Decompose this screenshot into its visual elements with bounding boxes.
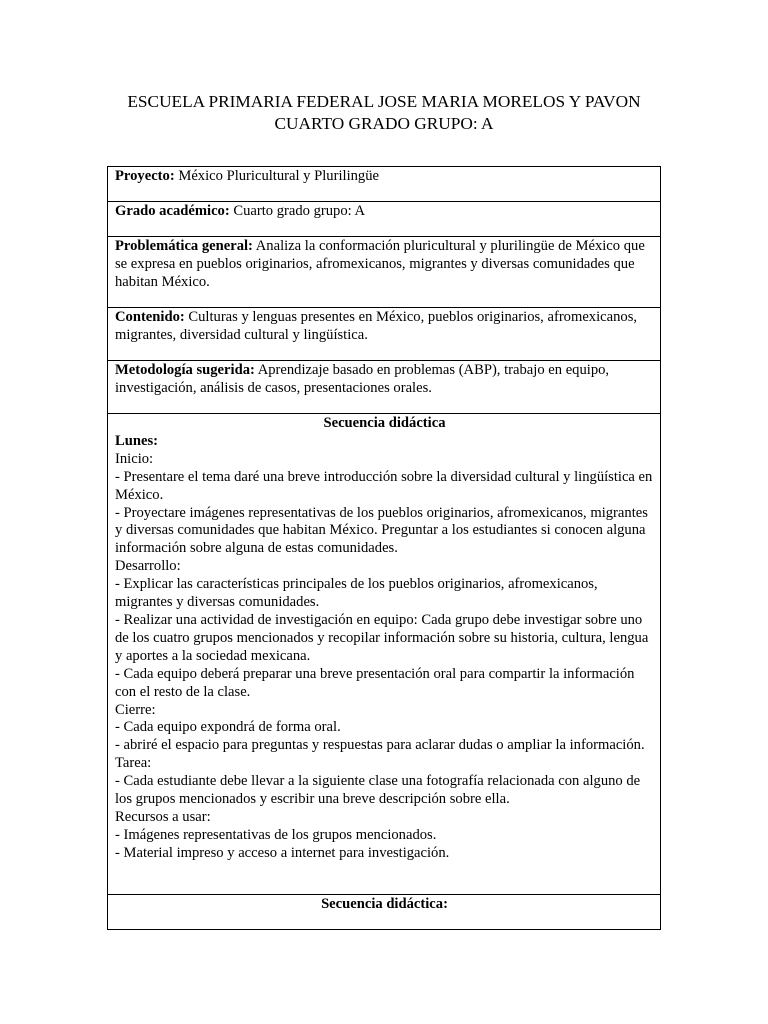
value-metodologia: Aprendizaje basado en problemas (ABP), trabajo en equipo, investigación, análisis de casos, presentaciones orales.: [115, 362, 610, 396]
grade-group: CUARTO GRADO GRUPO: A: [274, 114, 494, 133]
cierre-label: Cierre:: [115, 701, 156, 718]
row-secuencia-2: [108, 895, 661, 930]
row-grado: [108, 202, 661, 237]
value-problematica: Analiza la conformación pluricultural y plurilingüe de México que se expresa en pueblos originarios, afromexicanos, migrantes y diversas comunidades que habitan México.: [115, 238, 645, 290]
value-contenido: Culturas y lenguas presentes en México, pueblos originarios, afromexicanos, migrantes, diversidad cultural y lingüística.: [115, 309, 638, 343]
label-grado: Grado académico:: [115, 203, 230, 219]
label-proyecto: Proyecto:: [115, 168, 175, 184]
desarrollo-item-1: - Explicar las características principales de los pueblos originarios, afromexicanos, migrantes y diversas comunidades.: [115, 576, 598, 611]
value-grado: Cuarto grado grupo: A: [229, 203, 366, 219]
cell-contenido: [108, 308, 661, 361]
label-metodologia: Metodología sugerida:: [115, 362, 255, 378]
row-problematica: [108, 237, 661, 308]
recursos-item-1: - Imágenes representativas de los grupos mencionados.: [115, 826, 437, 843]
cell-grado: [108, 202, 661, 237]
cell-secuencia: [108, 414, 661, 895]
tarea-label: Tarea:: [115, 755, 152, 772]
value-proyecto: México Pluricultural y Plurilingüe: [174, 168, 379, 184]
desarrollo-item-2: - Realizar una actividad de investigación en equipo: Cada grupo debe investigar sobre uno de los cuatro grupos mencionados y recopilar información sobre su historia, cultura, lengua y aportes a la sociedad mexicana.: [115, 611, 649, 664]
inicio-label: Inicio:: [115, 450, 154, 467]
secuencia-title: Secuencia didáctica: [323, 415, 446, 431]
label-problematica: Problemática general:: [115, 238, 253, 254]
inicio-item-1: - Presentare el tema daré una breve introducción sobre la diversidad cultural y lingüística en México.: [115, 468, 653, 503]
desarrollo-label: Desarrollo:: [115, 558, 181, 575]
row-secuencia: [108, 414, 661, 895]
label-contenido: Contenido:: [115, 309, 185, 325]
document-header: [0, 91, 768, 135]
cell-metodologia: [108, 361, 661, 414]
cell-secuencia-2: [108, 895, 661, 930]
day-label: Lunes:: [115, 432, 158, 449]
recursos-label: Recursos a usar:: [115, 808, 211, 825]
school-name: ESCUELA PRIMARIA FEDERAL JOSE MARIA MORELOS Y PAVON: [127, 92, 641, 111]
cierre-item-2: - abriré el espacio para preguntas y respuestas para aclarar dudas o ampliar la información.: [115, 737, 645, 754]
recursos-item-2: - Material impreso y acceso a internet para investigación.: [115, 844, 450, 861]
row-metodologia: [108, 361, 661, 414]
tarea-item-1: - Cada estudiante debe llevar a la siguiente clase una fotografía relacionada con alguno de los grupos mencionados y escribir una breve descripción sobre ella.: [115, 773, 641, 808]
cierre-item-1: - Cada equipo expondrá de forma oral.: [115, 719, 341, 736]
desarrollo-item-3: - Cada equipo deberá preparar una breve presentación oral para compartir la información con el resto de la clase.: [115, 665, 635, 700]
row-contenido: [108, 308, 661, 361]
cell-proyecto: [108, 167, 661, 202]
secuencia-2-title: Secuencia didáctica:: [321, 896, 448, 912]
row-proyecto: [108, 167, 661, 202]
cell-problematica: [108, 237, 661, 308]
inicio-item-2: - Proyectare imágenes representativas de los pueblos originarios, afromexicanos, migrantes y diversas comunidades que habitan México. Preguntar a los estudiantes si conocen alguna información sobre alguna de estas comunidades.: [115, 504, 648, 557]
lesson-plan-table: [107, 166, 661, 930]
